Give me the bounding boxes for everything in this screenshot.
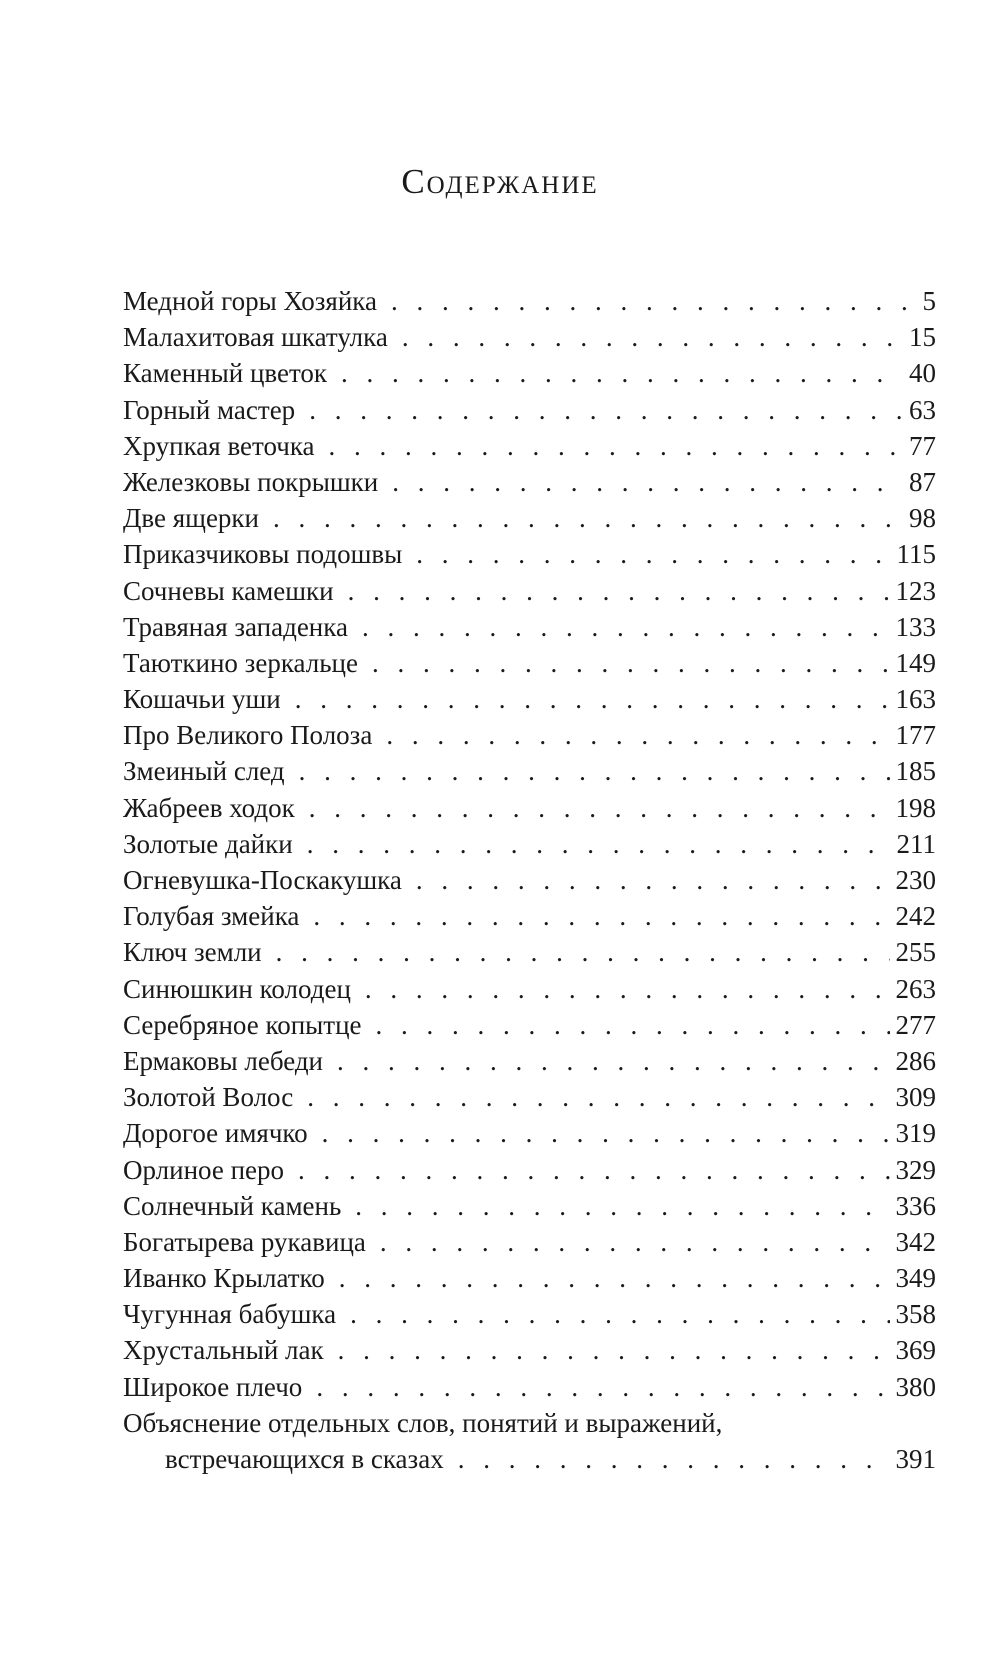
toc-entry-multiline-first[interactable] xyxy=(123,1405,936,1441)
toc-page-number: 369 xyxy=(895,1335,936,1366)
dot-leader xyxy=(329,428,903,464)
toc-entry[interactable] xyxy=(123,1188,936,1224)
toc-entry[interactable] xyxy=(123,500,936,536)
toc-entry-title: Дорогое имячко xyxy=(123,1118,308,1149)
dot-leader xyxy=(307,826,891,862)
toc-entry-title: Золотой Волос xyxy=(123,1082,294,1113)
toc-entry-title: Орлиное перо xyxy=(123,1154,285,1185)
toc-page-number: 342 xyxy=(895,1226,936,1257)
toc-page-number: 319 xyxy=(895,1118,936,1149)
toc-list xyxy=(123,283,936,1477)
toc-entry[interactable] xyxy=(123,1007,936,1043)
toc-page-number: 329 xyxy=(895,1154,936,1185)
dot-leader xyxy=(391,283,917,319)
toc-entry-title: Золотые дайки xyxy=(123,828,293,859)
toc-entry[interactable] xyxy=(123,826,936,862)
toc-entry[interactable] xyxy=(123,1296,936,1332)
toc-entry[interactable] xyxy=(123,1043,936,1079)
dot-leader xyxy=(307,1079,889,1115)
toc-entry-title: Железковы покрышки xyxy=(123,466,379,497)
toc-entry[interactable] xyxy=(123,1079,936,1115)
toc-entry[interactable] xyxy=(123,971,936,1007)
dot-leader xyxy=(339,1260,890,1296)
toc-page-number: 242 xyxy=(895,901,936,932)
toc-page-number: 163 xyxy=(895,684,936,715)
toc-entry[interactable] xyxy=(123,1224,936,1260)
toc-page-number: 177 xyxy=(895,720,936,751)
toc-entry[interactable] xyxy=(123,898,936,934)
toc-page-number: 198 xyxy=(895,792,936,823)
toc-entry[interactable] xyxy=(123,428,936,464)
toc-entry-title: Две ящерки xyxy=(123,503,260,534)
toc-entry-title: Горный мастер xyxy=(123,394,296,425)
toc-entry-title: Медной горы Хозяйка xyxy=(123,286,377,316)
page-title: Содержание xyxy=(401,162,599,201)
toc-entry-title: Таюткино зеркальце xyxy=(123,647,358,678)
dot-leader xyxy=(402,319,903,355)
dot-leader xyxy=(341,355,903,391)
toc-entry[interactable] xyxy=(123,862,936,898)
toc-entry-title: Иванко Крылатко xyxy=(123,1263,325,1294)
dot-leader xyxy=(350,1296,889,1332)
toc-entry-title: Чугунная бабушка xyxy=(123,1299,337,1330)
toc-page-number: 149 xyxy=(895,647,936,678)
toc-entry-title: Объяснение отдельных слов, понятий и выражений, xyxy=(123,1407,723,1438)
dot-leader xyxy=(416,862,890,898)
toc-entry-title: Ермаковы лебеди xyxy=(123,1045,324,1076)
dot-leader xyxy=(362,609,890,645)
toc-page-number: 263 xyxy=(895,973,936,1004)
toc-entry-title: Ключ земли xyxy=(123,937,262,968)
toc-entry[interactable] xyxy=(123,536,936,572)
toc-page-number: 309 xyxy=(895,1082,936,1113)
dot-leader xyxy=(348,573,890,609)
toc-page-number: 349 xyxy=(895,1263,936,1294)
toc-entry[interactable] xyxy=(123,790,936,826)
toc-page-number: 133 xyxy=(895,611,936,642)
dot-leader xyxy=(386,717,889,753)
dot-leader xyxy=(316,1369,889,1405)
dot-leader xyxy=(298,1152,889,1188)
toc-entry-title: Богатырева рукавица xyxy=(123,1226,366,1257)
toc-entry-title: Сочневы камешки xyxy=(123,575,334,606)
toc-page-number: 286 xyxy=(895,1045,936,1076)
toc-page-number: 336 xyxy=(895,1190,936,1221)
toc-entry[interactable] xyxy=(123,1115,936,1151)
dot-leader xyxy=(380,1224,890,1260)
toc-page-number: 123 xyxy=(895,575,936,606)
toc-entry-title: Хрупкая веточка xyxy=(123,430,315,461)
toc-page-number: 15 xyxy=(909,322,936,353)
toc-page-number: 391 xyxy=(895,1444,936,1474)
toc-entry-title: Каменный цветок xyxy=(123,358,328,389)
dot-leader xyxy=(295,681,890,717)
toc-page-number: 358 xyxy=(895,1299,936,1330)
toc-entry[interactable] xyxy=(123,1332,936,1368)
dot-leader xyxy=(309,790,890,826)
dot-leader xyxy=(276,934,890,970)
dot-leader xyxy=(273,500,903,536)
toc-entry[interactable] xyxy=(123,609,936,645)
toc-entry-title: Приказчиковы подошвы xyxy=(123,539,403,570)
toc-entry-title: Жабреев ходок xyxy=(123,792,295,823)
toc-entry[interactable] xyxy=(123,645,936,681)
toc-entry[interactable] xyxy=(123,573,936,609)
toc-page-number: 185 xyxy=(895,756,936,787)
toc-page-number: 380 xyxy=(895,1371,936,1402)
dot-leader xyxy=(313,898,889,934)
dot-leader xyxy=(337,1043,889,1079)
toc-entry-multiline-second[interactable] xyxy=(123,1441,936,1477)
toc-entry-title: Огневушка-Поскакушка xyxy=(123,865,402,895)
toc-page-number: 211 xyxy=(896,828,936,859)
dot-leader xyxy=(458,1441,890,1477)
toc-page-number: 230 xyxy=(895,865,936,895)
toc-entry[interactable] xyxy=(123,1260,936,1296)
dot-leader xyxy=(372,645,890,681)
toc-page-number: 255 xyxy=(895,937,936,968)
toc-page-number: 277 xyxy=(895,1009,936,1040)
dot-leader xyxy=(322,1115,890,1151)
dot-leader xyxy=(416,536,890,572)
toc-page-number: 63 xyxy=(909,394,936,425)
dot-leader xyxy=(376,1007,890,1043)
toc-entry[interactable] xyxy=(123,392,936,428)
toc-entry[interactable] xyxy=(123,355,936,391)
toc-entry[interactable] xyxy=(123,717,936,753)
dot-leader xyxy=(309,392,903,428)
toc-entry[interactable] xyxy=(123,753,936,789)
toc-entry-title: Синюшкин колодец xyxy=(123,973,351,1004)
toc-entry-title: Солнечный камень xyxy=(123,1190,342,1221)
toc-entry-title: Хрустальный лак xyxy=(123,1335,324,1366)
toc-entry-title: Про Великого Полоза xyxy=(123,720,373,751)
toc-page-number: 98 xyxy=(909,503,936,534)
toc-entry-title: Малахитовая шкатулка xyxy=(123,322,388,353)
toc-page-number: 40 xyxy=(909,358,936,389)
toc-entry[interactable] xyxy=(123,1152,936,1188)
toc-entry-title: Змеиный след xyxy=(123,756,285,787)
toc-entry-title: Голубая змейка xyxy=(123,901,300,932)
dot-leader xyxy=(338,1332,890,1368)
toc-page-number: 115 xyxy=(896,539,936,570)
toc-entry-title: Широкое плечо xyxy=(123,1371,303,1402)
toc-page-number: 77 xyxy=(909,430,936,461)
toc-entry[interactable] xyxy=(123,1369,936,1405)
toc-entry-title: Серебряное копытце xyxy=(123,1009,362,1040)
dot-leader xyxy=(392,464,903,500)
toc-entry[interactable] xyxy=(123,283,936,319)
toc-entry[interactable] xyxy=(123,464,936,500)
toc-entry[interactable] xyxy=(123,319,936,355)
toc-entry[interactable] xyxy=(123,934,936,970)
toc-entry-title: Кошачьи уши xyxy=(123,684,281,715)
dot-leader xyxy=(365,971,890,1007)
toc-page-number: 5 xyxy=(922,286,936,316)
dot-leader xyxy=(355,1188,889,1224)
dot-leader xyxy=(299,753,890,789)
toc-entry-title: Травяная западенка xyxy=(123,611,348,642)
toc-entry-title-continued: встречающихся в сказах xyxy=(165,1444,444,1474)
toc-entry[interactable] xyxy=(123,681,936,717)
toc-page-number: 87 xyxy=(909,466,936,497)
